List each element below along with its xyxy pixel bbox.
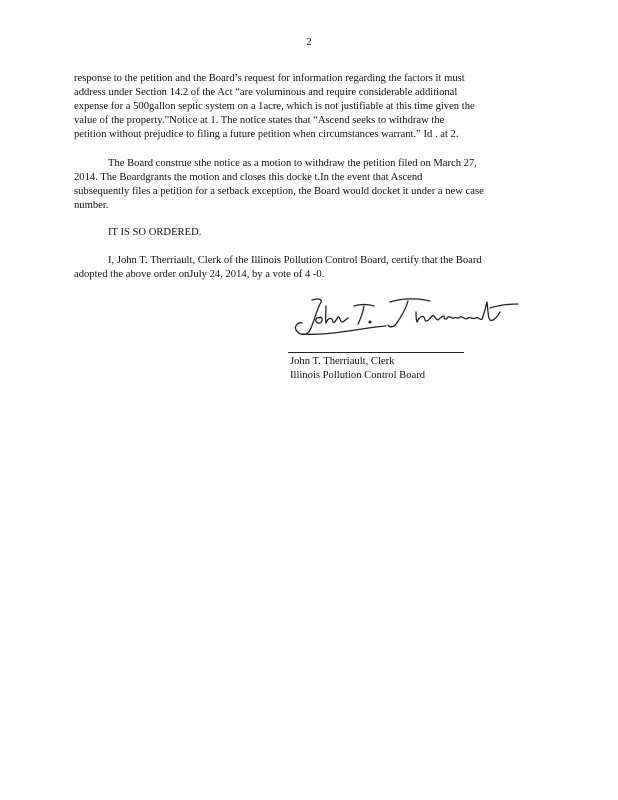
paragraph-1-line-3: expense for a 500gallon septic system on a 1acre, which is not justifiable at this time given the [74, 101, 475, 112]
paragraph-2-line-1: The Board construe sthe notice as a motion to withdraw the petition filed on March 27, [108, 158, 477, 169]
paragraph-2-line-3: subsequently files a petition for a setback exception, the Board would docket it under a new case [74, 186, 484, 197]
paragraph-1-line-4: value of the property.”Notice at 1. The notice states that “Ascend seeks to withdraw the [74, 115, 445, 126]
paragraph-1-line-5: petition without prejudice to filing a future petition when circumstances warrant.” Id . at 2. [74, 129, 459, 140]
page-number: 2 [306, 36, 312, 48]
paragraph-2-line-2: 2014. The Boardgrants the motion and closes this docke t.In the event that Ascend [74, 172, 423, 183]
order-statement: IT IS SO ORDERED. [108, 227, 202, 238]
certification-line-1: I, John T. Therriault, Clerk of the Illinois Pollution Control Board, certify that the Board [108, 255, 482, 266]
clerk-organization: Illinois Pollution Control Board [290, 370, 426, 381]
certification-line-2: adopted the above order onJuly 24, 2014, by a vote of 4 -0. [74, 269, 325, 280]
signature-rule [288, 352, 464, 353]
paragraph-2-line-4: number. [74, 200, 109, 211]
paragraph-1-line-1: response to the petition and the Board’s request for information regarding the factors it must [74, 73, 465, 84]
paragraph-1-line-2: address under Section 14.2 of the Act “are voluminous and require considerable additional [74, 87, 458, 98]
clerk-name: John T. Therriault, Clerk [290, 356, 395, 367]
handwritten-signature [290, 292, 530, 342]
